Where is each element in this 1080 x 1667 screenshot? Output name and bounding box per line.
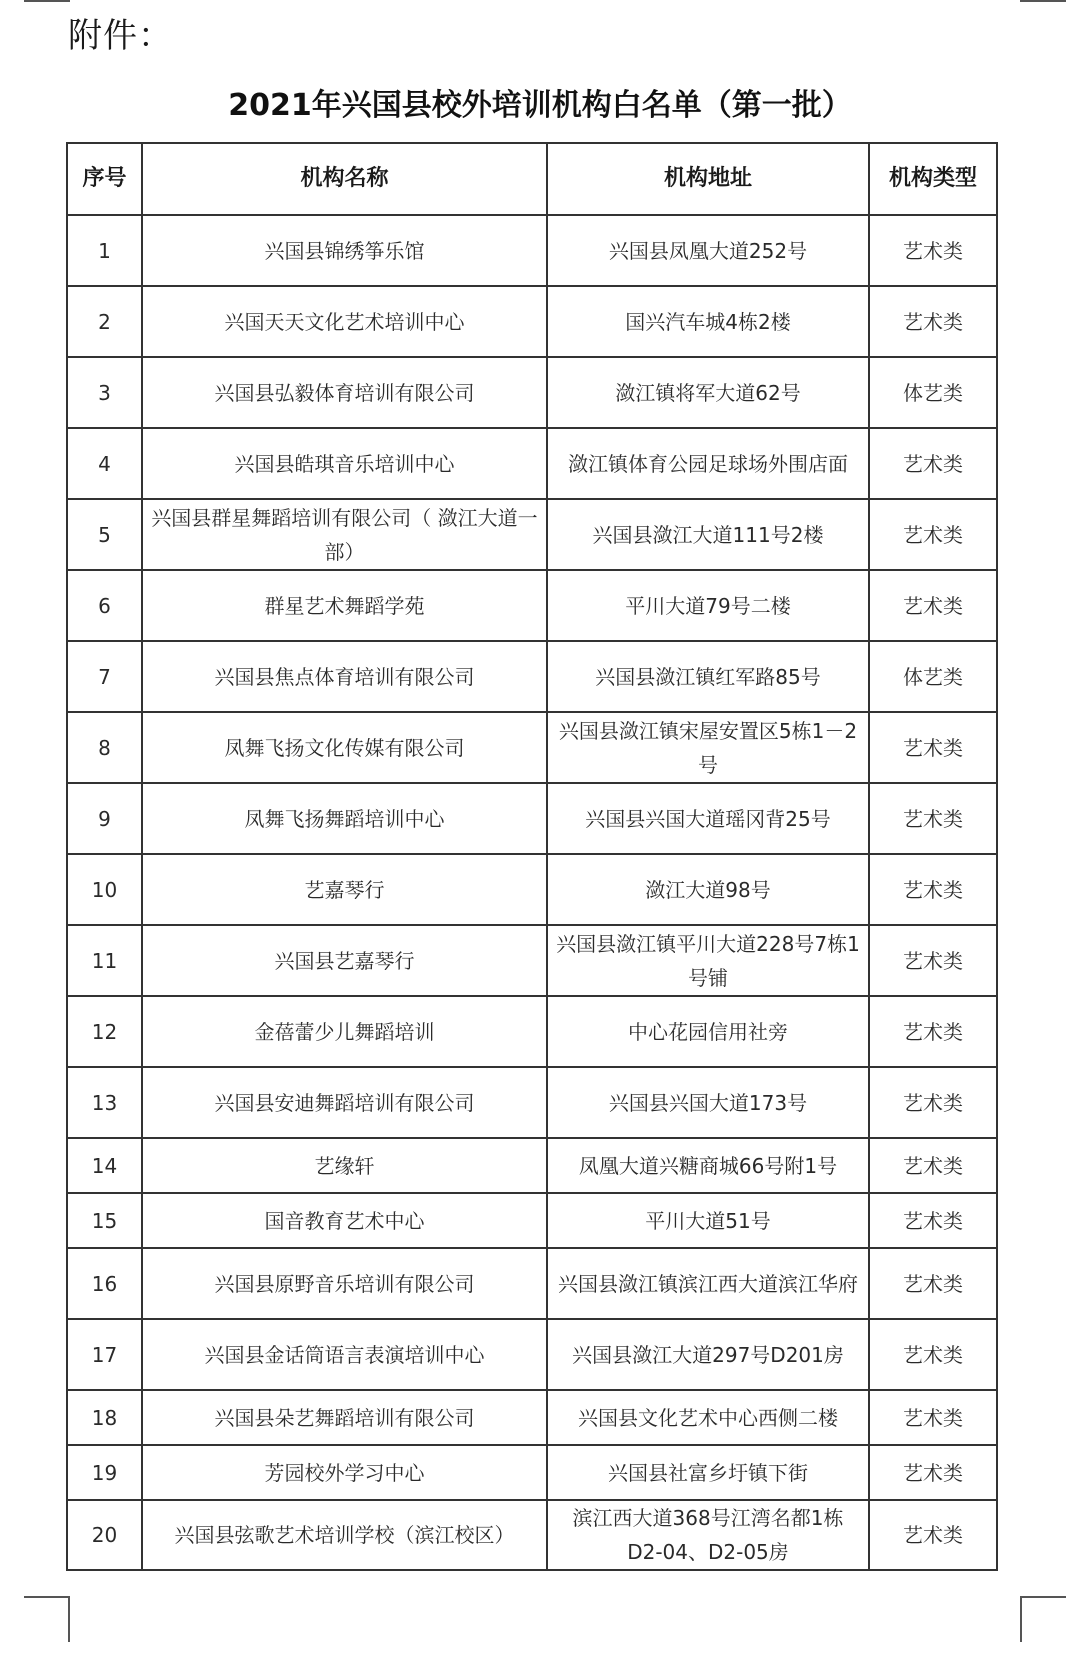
cell-address: 平川大道51号 bbox=[547, 1193, 869, 1248]
cell-name: 兴国县艺嘉琴行 bbox=[142, 925, 547, 996]
cell-name: 国音教育艺术中心 bbox=[142, 1193, 547, 1248]
cell-type: 艺术类 bbox=[869, 499, 997, 570]
cell-name: 凤舞飞扬舞蹈培训中心 bbox=[142, 783, 547, 854]
cell-type: 艺术类 bbox=[869, 783, 997, 854]
crop-mark-bottom-right bbox=[1020, 1596, 1066, 1642]
cell-type: 艺术类 bbox=[869, 1500, 997, 1570]
cell-no: 13 bbox=[67, 1067, 142, 1138]
cell-no: 6 bbox=[67, 570, 142, 641]
cell-address: 潋江镇将军大道62号 bbox=[547, 357, 869, 428]
table-row bbox=[67, 1390, 997, 1445]
cell-address: 兴国县潋江镇平川大道228号7栋1号铺 bbox=[547, 925, 869, 996]
cell-no: 16 bbox=[67, 1248, 142, 1319]
cell-no: 11 bbox=[67, 925, 142, 996]
table-row bbox=[67, 1193, 997, 1248]
cell-name: 艺嘉琴行 bbox=[142, 854, 547, 925]
cell-name: 芳园校外学习中心 bbox=[142, 1445, 547, 1500]
cell-type: 艺术类 bbox=[869, 1248, 997, 1319]
cell-type: 艺术类 bbox=[869, 925, 997, 996]
cell-type: 体艺类 bbox=[869, 641, 997, 712]
cell-name: 兴国县原野音乐培训有限公司 bbox=[142, 1248, 547, 1319]
cell-address: 平川大道79号二楼 bbox=[547, 570, 869, 641]
cell-address: 滨江西大道368号江湾名都1栋D2-04、D2-05房 bbox=[547, 1500, 869, 1570]
table-row bbox=[67, 1248, 997, 1319]
cell-type: 艺术类 bbox=[869, 428, 997, 499]
cell-address: 凤凰大道兴糖商城66号附1号 bbox=[547, 1138, 869, 1193]
cell-type: 艺术类 bbox=[869, 1445, 997, 1500]
cell-address: 兴国县社富乡圩镇下街 bbox=[547, 1445, 869, 1500]
cell-no: 10 bbox=[67, 854, 142, 925]
cell-name: 兴国县安迪舞蹈培训有限公司 bbox=[142, 1067, 547, 1138]
cell-name: 凤舞飞扬文化传媒有限公司 bbox=[142, 712, 547, 783]
page-title: 2021年兴国县校外培训机构白名单（第一批） bbox=[228, 88, 852, 123]
cell-no: 7 bbox=[67, 641, 142, 712]
table-row bbox=[67, 854, 997, 925]
cell-name: 艺缘轩 bbox=[142, 1138, 547, 1193]
table-row bbox=[67, 499, 997, 570]
whitelist-table bbox=[66, 142, 998, 1571]
column-header-address: 机构地址 bbox=[547, 143, 869, 215]
cell-address: 兴国县兴国大道173号 bbox=[547, 1067, 869, 1138]
cell-name: 兴国天天文化艺术培训中心 bbox=[142, 286, 547, 357]
cell-address: 兴国县潋江大道111号2楼 bbox=[547, 499, 869, 570]
table-row bbox=[67, 925, 997, 996]
cell-no: 1 bbox=[67, 215, 142, 286]
cell-address: 兴国县潋江镇滨江西大道滨江华府 bbox=[547, 1248, 869, 1319]
cell-name: 兴国县朵艺舞蹈培训有限公司 bbox=[142, 1390, 547, 1445]
table-row bbox=[67, 1319, 997, 1390]
cell-address: 兴国县凤凰大道252号 bbox=[547, 215, 869, 286]
table-header-row bbox=[67, 143, 997, 215]
cell-address: 兴国县潋江镇宋屋安置区5栋1－2号 bbox=[547, 712, 869, 783]
column-header-no: 序号 bbox=[67, 143, 142, 215]
crop-mark-bottom-left bbox=[24, 1596, 70, 1642]
column-header-type: 机构类型 bbox=[869, 143, 997, 215]
cell-no: 20 bbox=[67, 1500, 142, 1570]
cell-name: 兴国县皓琪音乐培训中心 bbox=[142, 428, 547, 499]
table-row bbox=[67, 215, 997, 286]
crop-mark-top-left bbox=[24, 0, 70, 4]
table-row bbox=[67, 570, 997, 641]
cell-type: 艺术类 bbox=[869, 286, 997, 357]
cell-name: 兴国县焦点体育培训有限公司 bbox=[142, 641, 547, 712]
cell-name: 兴国县弦歌艺术培训学校（滨江校区） bbox=[142, 1500, 547, 1570]
table-row bbox=[67, 783, 997, 854]
cell-no: 15 bbox=[67, 1193, 142, 1248]
column-header-name: 机构名称 bbox=[142, 143, 547, 215]
cell-address: 兴国县兴国大道瑶冈背25号 bbox=[547, 783, 869, 854]
cell-type: 艺术类 bbox=[869, 996, 997, 1067]
cell-type: 艺术类 bbox=[869, 1319, 997, 1390]
cell-no: 17 bbox=[67, 1319, 142, 1390]
cell-address: 兴国县潋江大道297号D201房 bbox=[547, 1319, 869, 1390]
cell-no: 5 bbox=[67, 499, 142, 570]
table-row bbox=[67, 428, 997, 499]
cell-name: 兴国县群星舞蹈培训有限公司（ 潋江大道一部） bbox=[142, 499, 547, 570]
table-row bbox=[67, 357, 997, 428]
cell-type: 艺术类 bbox=[869, 1138, 997, 1193]
whitelist-table-container bbox=[66, 142, 996, 1571]
table-row bbox=[67, 1500, 997, 1570]
cell-type: 艺术类 bbox=[869, 215, 997, 286]
cell-no: 8 bbox=[67, 712, 142, 783]
cell-type: 艺术类 bbox=[869, 1390, 997, 1445]
table-row bbox=[67, 641, 997, 712]
cell-no: 2 bbox=[67, 286, 142, 357]
table-row bbox=[67, 286, 997, 357]
cell-address: 潋江大道98号 bbox=[547, 854, 869, 925]
cell-type: 艺术类 bbox=[869, 712, 997, 783]
cell-address: 中心花园信用社旁 bbox=[547, 996, 869, 1067]
table-row bbox=[67, 1445, 997, 1500]
cell-name: 群星艺术舞蹈学苑 bbox=[142, 570, 547, 641]
cell-type: 艺术类 bbox=[869, 570, 997, 641]
cell-no: 12 bbox=[67, 996, 142, 1067]
table-row bbox=[67, 1138, 997, 1193]
cell-name: 金蓓蕾少儿舞蹈培训 bbox=[142, 996, 547, 1067]
cell-type: 艺术类 bbox=[869, 854, 997, 925]
cell-address: 兴国县潋江镇红军路85号 bbox=[547, 641, 869, 712]
cell-no: 14 bbox=[67, 1138, 142, 1193]
cell-no: 9 bbox=[67, 783, 142, 854]
table-row bbox=[67, 1067, 997, 1138]
cell-name: 兴国县弘毅体育培训有限公司 bbox=[142, 357, 547, 428]
cell-type: 艺术类 bbox=[869, 1067, 997, 1138]
cell-address: 潋江镇体育公园足球场外围店面 bbox=[547, 428, 869, 499]
cell-no: 3 bbox=[67, 357, 142, 428]
cell-no: 4 bbox=[67, 428, 142, 499]
cell-no: 19 bbox=[67, 1445, 142, 1500]
cell-type: 艺术类 bbox=[869, 1193, 997, 1248]
table-row bbox=[67, 712, 997, 783]
table-row bbox=[67, 996, 997, 1067]
attachment-label: 附件： bbox=[68, 16, 173, 56]
cell-no: 18 bbox=[67, 1390, 142, 1445]
cell-name: 兴国县金话筒语言表演培训中心 bbox=[142, 1319, 547, 1390]
cell-type: 体艺类 bbox=[869, 357, 997, 428]
cell-address: 国兴汽车城4栋2楼 bbox=[547, 286, 869, 357]
cell-address: 兴国县文化艺术中心西侧二楼 bbox=[547, 1390, 869, 1445]
cell-name: 兴国县锦绣筝乐馆 bbox=[142, 215, 547, 286]
crop-mark-top-right bbox=[1020, 0, 1066, 4]
